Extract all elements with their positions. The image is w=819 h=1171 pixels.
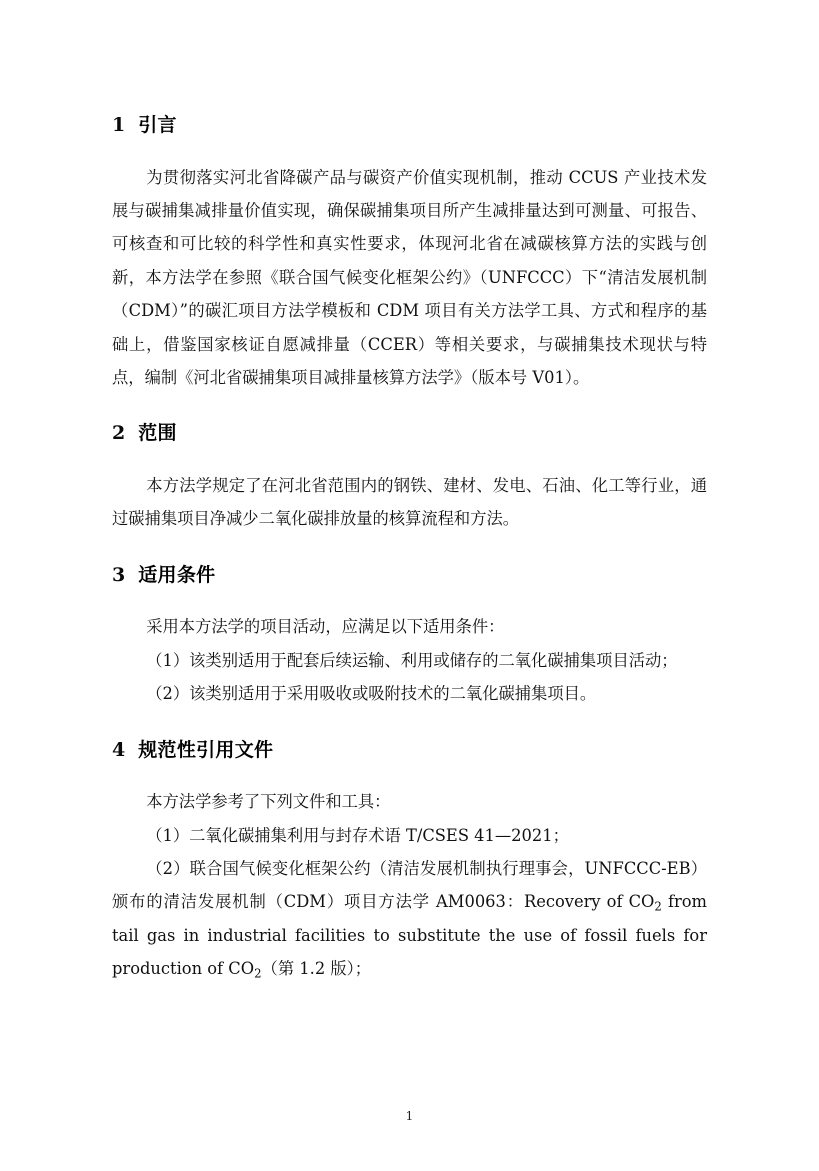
- section-title-2: 范围: [138, 422, 177, 445]
- section-4-paragraph-2: （1）二氧化碳捕集利用与封存术语 T/CSES 41—2021；: [146, 825, 569, 845]
- section-title-3: 适用条件: [138, 563, 216, 586]
- section-title-1: 引言: [138, 114, 177, 136]
- section-number-4: 4: [112, 738, 126, 761]
- section-number-3: 3: [112, 563, 126, 586]
- section-2-paragraph-1: 本方法学规定了在河北省范围内的钢铁、建材、发电、石油、化工等行业，通过碳捕集项目净减少二氧化碳排放量的核算流程和方法。: [112, 476, 707, 529]
- section-heading-1: [112, 112, 707, 139]
- document-body: [112, 112, 707, 986]
- section-4-paragraph-1: 本方法学参考了下列文件和工具：: [146, 792, 391, 812]
- section-number-1: 1: [112, 114, 126, 136]
- page-number: 1: [405, 1109, 414, 1123]
- section-1-paragraph-1: 为贯彻落实河北省降碳产品与碳资产价值实现机制，推动 CCUS 产业技术发展与碳捕集减排量价值实现，确保碳捕集项目所产生减排量达到可测量、可报告、可核查和可比较的科学性和真实性要求，体现河北省在减碳核算方法的实践与创新，本方法学在参照《联合国气候变化框架公约》（UNFCCC）下“清洁发展机制（CDM）”的碳汇项目方法学模板和 CDM 项目有关方法学工具、方式和程序的基础上，借鉴国家核证自愿减排量（CCER）等相关要求，与碳捕集技术现状与特点，编制《河北省碳捕集项目减排量核算方法学》（版本号 V01）。: [112, 167, 707, 388]
- section-3-paragraph-1: 采用本方法学的项目活动，应满足以下适用条件：: [146, 617, 505, 637]
- section-number-2: 2: [112, 422, 126, 445]
- section-title-4: 规范性引用文件: [138, 738, 274, 761]
- section-3-paragraph-2: （1）该类别适用于配套后续运输、利用或储存的二氧化碳捕集项目活动；: [146, 650, 678, 670]
- section-heading-2: [112, 420, 707, 447]
- section-heading-4: [112, 737, 707, 764]
- section-3-paragraph-3: （2）该类别适用于采用吸收或吸附技术的二氧化碳捕集项目。: [146, 684, 597, 704]
- section-4-paragraph-3: （2）联合国气候变化框架公约（清洁发展机制执行理事会，UNFCCC-EB）颁布的清洁发展机制（CDM）项目方法学 AM0063：Recovery of $CO_2$ from tail gas in industrial facilities to substitute the use of fossil fuels for production of $CO_2$（第 1.2 版）；: [112, 859, 707, 981]
- section-heading-3: [112, 562, 707, 589]
